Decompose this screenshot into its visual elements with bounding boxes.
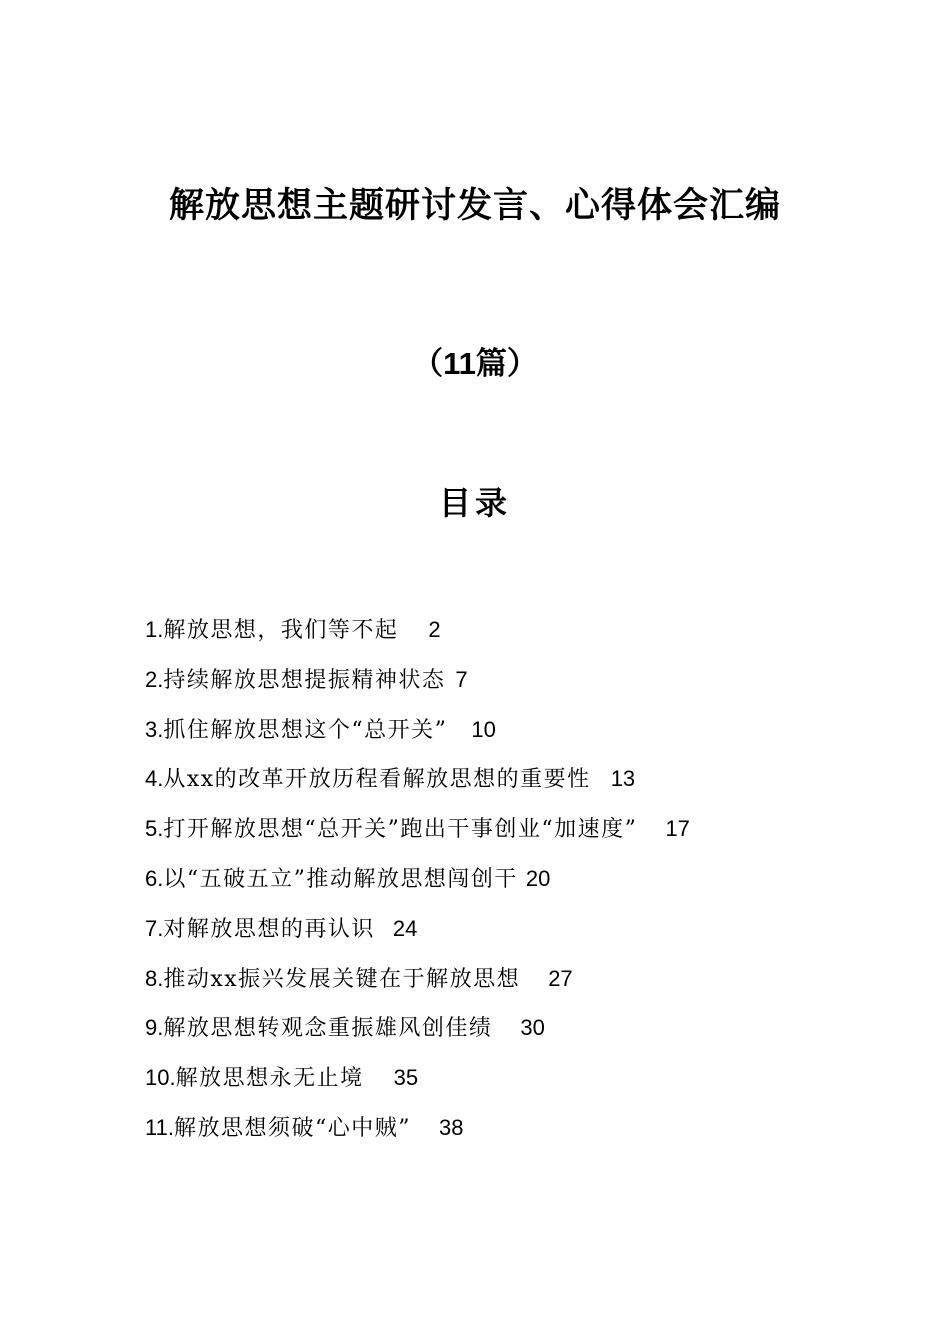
toc-item[interactable] (145, 1111, 690, 1161)
toc-item[interactable] (145, 962, 690, 1012)
toc-item-title: 抓住解放思想这个“总开关” (163, 717, 448, 743)
toc-item[interactable] (145, 713, 690, 763)
table-of-contents (145, 613, 690, 1161)
toc-item-number: 3. (145, 716, 164, 742)
toc-item-title: 从xx的改革开放历程看解放思想的重要性 (163, 767, 591, 793)
toc-item-page: 2 (428, 617, 441, 642)
toc-item-number: 9. (145, 1015, 164, 1041)
toc-item-page: 7 (455, 666, 468, 692)
toc-item-title: 推动xx振兴发展关键在于解放思想 (163, 966, 521, 992)
toc-item-number: 6. (145, 865, 164, 891)
toc-item-title: 以“五破五立”推动解放思想闯创干 (163, 866, 518, 892)
toc-item[interactable] (145, 762, 690, 812)
toc-item-title: 解放思想永无止境 (175, 1066, 364, 1092)
toc-item-title: 持续解放思想提振精神状态 (163, 667, 446, 693)
subtitle-count: 11 (443, 346, 476, 381)
toc-item[interactable] (145, 1061, 690, 1111)
toc-item[interactable] (145, 663, 690, 713)
toc-item-number: 2. (145, 666, 164, 692)
toc-item-page: 20 (525, 865, 551, 891)
toc-item[interactable] (145, 1011, 690, 1061)
toc-item-title: 对解放思想的再认识 (163, 916, 375, 942)
subtitle-unit: 篇） (475, 346, 538, 382)
toc-item-page: 27 (548, 965, 573, 991)
toc-item[interactable] (145, 812, 690, 862)
toc-item-title: 解放思想须破“心中贼” (173, 1115, 411, 1141)
toc-item-number: 10. (145, 1065, 176, 1091)
toc-item-page: 13 (610, 766, 636, 792)
toc-item-page: 17 (665, 816, 690, 842)
toc-item-title: 解放思想转观念重振雄风创佳绩 (163, 1016, 493, 1042)
toc-item-page: 30 (520, 1015, 545, 1041)
toc-item-number: 4. (145, 766, 164, 792)
toc-item-title: 打开解放思想“总开关”跑出干事创业“加速度” (163, 817, 638, 843)
toc-item-page: 38 (438, 1114, 464, 1140)
toc-item-number: 8. (145, 965, 164, 991)
toc-item[interactable] (145, 613, 690, 663)
toc-item[interactable] (145, 862, 690, 912)
toc-item-number: 1. (145, 617, 164, 642)
toc-item-page: 24 (392, 915, 418, 941)
document-subtitle (0, 338, 950, 383)
toc-item-page: 10 (471, 716, 496, 742)
document-title: 解放思想主题研讨发言、心得体会汇编 (168, 185, 781, 226)
toc-item-number: 5. (145, 816, 164, 842)
toc-heading: 目录 (438, 484, 511, 522)
toc-item-number: 7. (145, 915, 164, 941)
toc-item-title: 解放思想，我们等不起 (163, 618, 399, 643)
toc-item-number: 11. (145, 1114, 174, 1140)
toc-item-page: 35 (393, 1065, 419, 1091)
subtitle-open-paren: （ (412, 346, 444, 382)
toc-item[interactable] (145, 912, 690, 962)
